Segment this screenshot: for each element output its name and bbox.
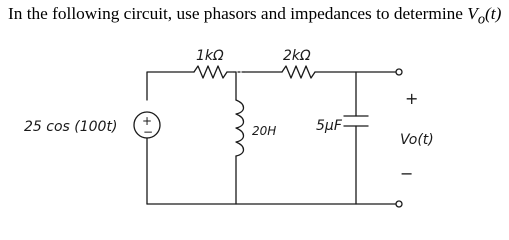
inductor-20h-symbol xyxy=(236,100,244,156)
resistor-1k-label: 1kΩ xyxy=(196,48,224,64)
capacitor-label: 5μF xyxy=(316,118,342,134)
output-terminal-top xyxy=(396,69,402,75)
resistor-2k-symbol xyxy=(282,66,315,78)
voltage-symbol: V xyxy=(467,4,478,23)
voltage-subscript: o xyxy=(477,11,486,28)
source-label: 25 cos (100t) xyxy=(24,119,118,135)
output-voltage-label: Vo(t) xyxy=(400,132,434,148)
output-terminal-bottom xyxy=(396,201,402,207)
question-prefix: In the following circuit, use phasors and impedances to determine xyxy=(8,4,468,23)
resistor-2k-label: 2kΩ xyxy=(283,48,311,64)
source-plus-sign: + xyxy=(142,114,153,128)
wire-top-left xyxy=(147,72,194,100)
voltage-argument: (t) xyxy=(485,4,502,23)
output-plus-label: + xyxy=(405,89,419,108)
output-minus-label: − xyxy=(400,164,414,183)
inductor-label: 20H xyxy=(252,124,277,138)
resistor-1k-symbol xyxy=(194,66,227,78)
source-minus-sign: − xyxy=(143,125,154,139)
